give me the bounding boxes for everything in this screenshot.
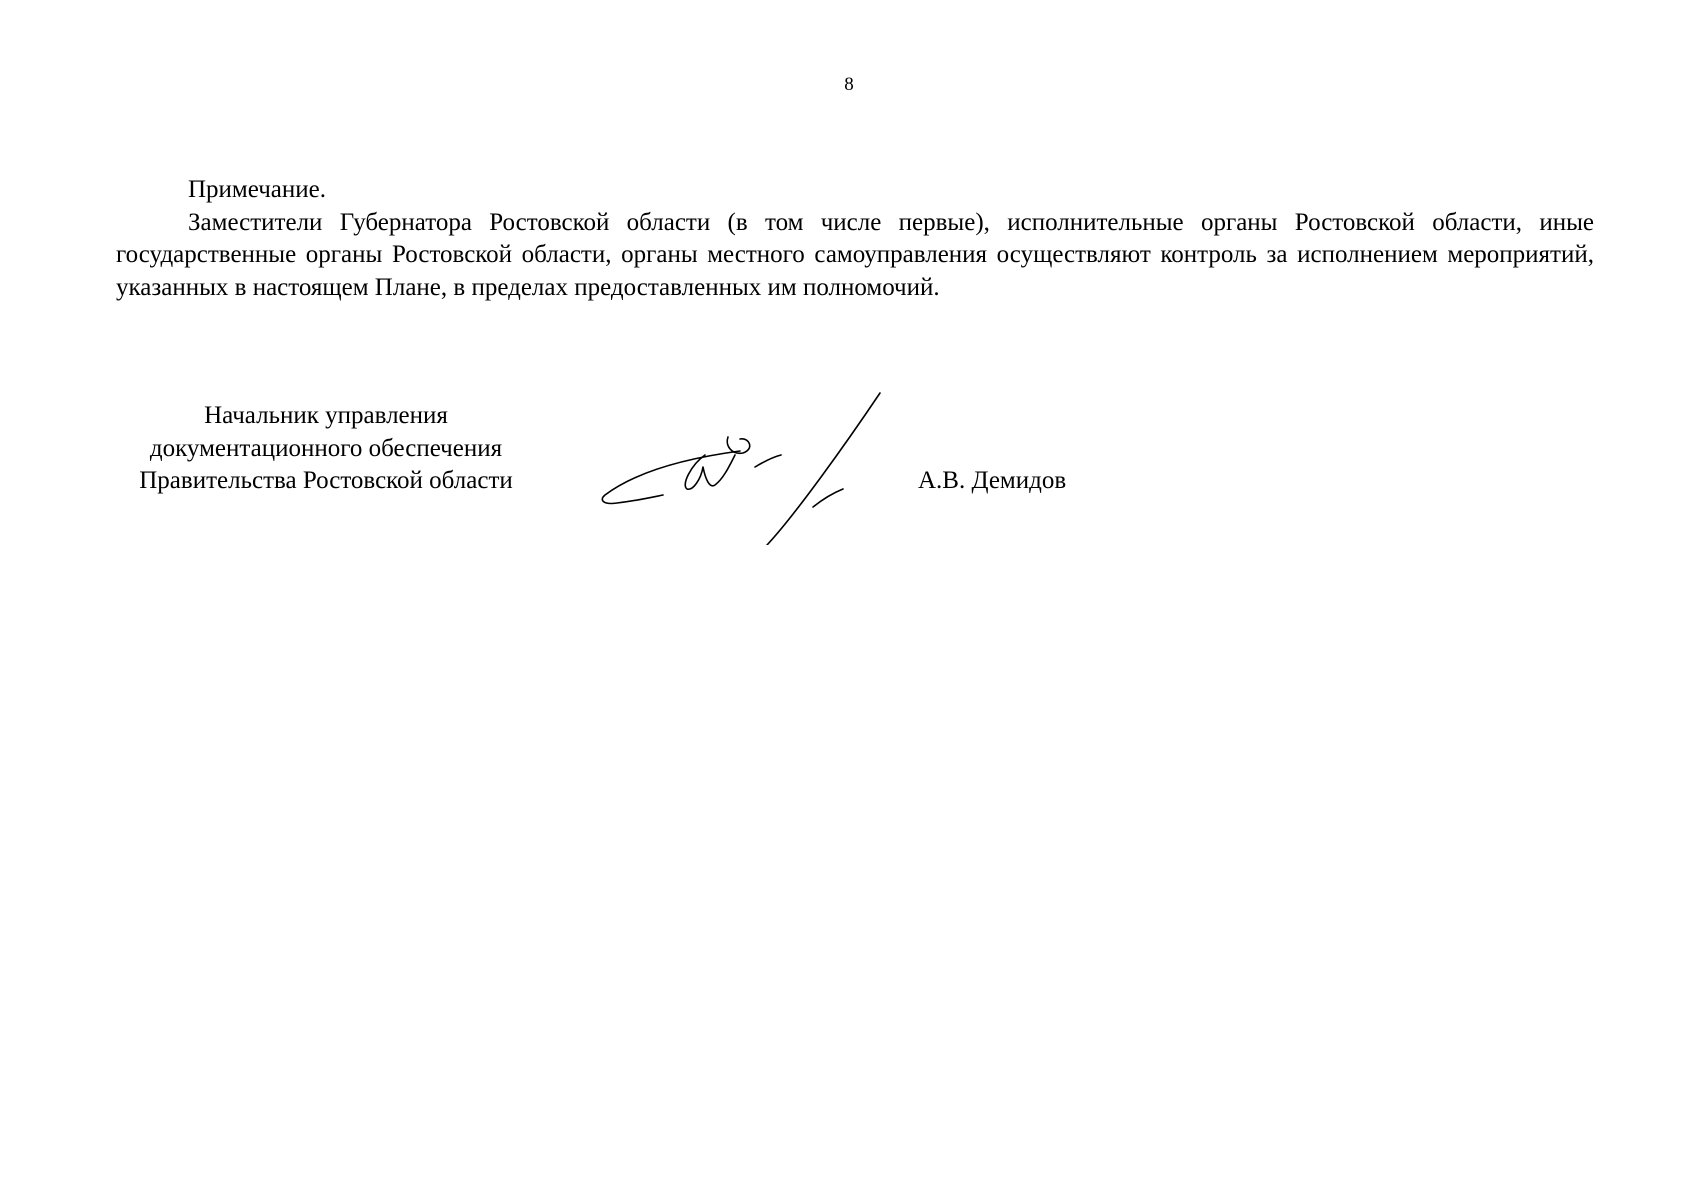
note-text: Заместители Губернатора Ростовской области (в том числе первые), исполнительные органы Ростовской области, иные государственные органы Ростовской области, органы местного самоуправления осуществляют контроль за исполнением мероприятий, указанных в настоящем Плане, в пределах предоставленных им полномочий.: [116, 208, 1594, 301]
signer-name: А.В. Демидов: [918, 467, 1067, 494]
signer-position-line-1: Начальник управления: [204, 402, 448, 429]
signer-position: [96, 400, 556, 498]
signer-position-line-2: документационного обеспечения: [149, 434, 503, 462]
page-number: 8: [844, 74, 854, 95]
note-section: [116, 174, 1594, 304]
handwritten-signature-icon: [595, 385, 895, 545]
signer-position-line-3: Правительства Ростовской области: [139, 467, 513, 494]
note-heading: Примечание.: [188, 176, 327, 203]
